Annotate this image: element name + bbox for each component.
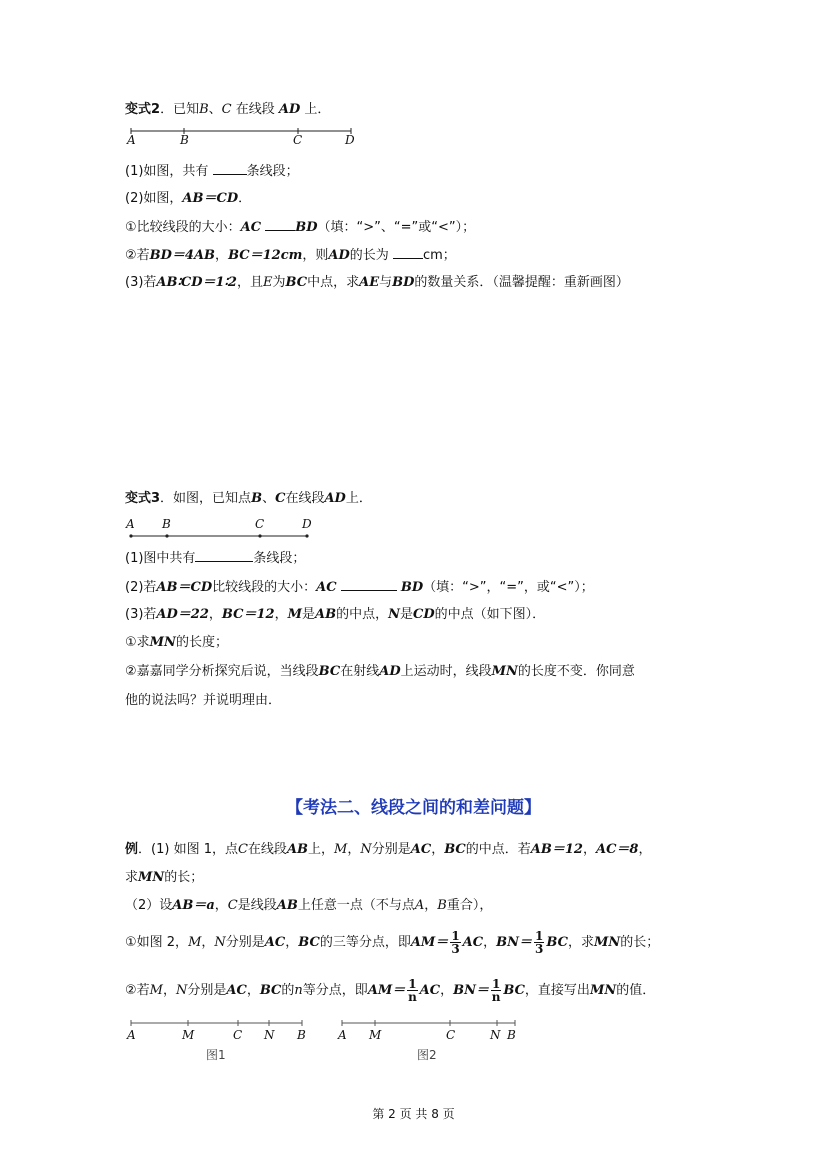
variant2-segment-figure — [131, 128, 353, 138]
answer-blank — [195, 549, 253, 562]
example-line-5: ②若M，N分别是AC，BC的n等分点，即AM＝ $\frac{1}{n}$ AC，BN＝ $\frac{1}{n}$ BC，直接写出MN的值． — [125, 977, 656, 1004]
v2-label-c: C — [293, 133, 303, 147]
figure-2-caption: 图2 — [417, 1048, 437, 1062]
v3-question-3b: ②嘉嘉同学分析探究后说，当线段BC在射线AD上运动时，线段MN的长度不变．你同意 — [125, 664, 635, 679]
v3-label-b: B — [162, 517, 171, 531]
v3-label-a: A — [126, 517, 135, 531]
fig2-label-c: C — [446, 1028, 456, 1042]
fig2-label-b: B — [507, 1028, 516, 1042]
fraction: $\frac{1}{n}$ — [491, 977, 501, 1004]
answer-blank — [265, 218, 295, 231]
v3-label-d: D — [302, 517, 312, 531]
fig1-label-m: M — [182, 1028, 195, 1042]
fig1-label-a: A — [127, 1028, 136, 1042]
fig2-label-m: M — [369, 1028, 382, 1042]
variant3-title: 变式3．如图，已知点B、C在线段AD上． — [125, 491, 372, 506]
fig1-label-n: N — [264, 1028, 275, 1042]
figure-1-caption: 图1 — [206, 1048, 226, 1062]
v3-question-3c: 他的说法吗？并说明理由． — [125, 693, 282, 708]
fraction: $\frac{1}{3}$ — [451, 929, 460, 956]
v3-question-2: (2)若AB＝CD比较线段的大小：AC BD（填：“>”，“=”，或“<”）； — [125, 580, 594, 595]
v2-question-2b: ②若BD＝4AB，BC＝12cm，则AD的长为 cm； — [125, 248, 456, 263]
answer-blank — [393, 246, 423, 259]
figure-1-segment — [131, 1019, 305, 1029]
example-line-1: 例．(1) 如图 1，点C在线段AB上，M，N分别是AC，BC的中点．若AB＝12，AC＝8， — [125, 842, 652, 857]
example-line-4: ①如图 2，M，N分别是AC，BC的三等分点，即AM＝ $\frac{1}{3}$ AC，BN＝ $\frac{1}{3}$ BC，求MN的长； — [125, 929, 660, 956]
v3-question-3a: ①求MN的长度； — [125, 635, 228, 650]
answer-blank — [341, 578, 397, 591]
example-line-3: （2）设AB＝a，C是线段AB上任意一点（不与点A，B重合）， — [125, 898, 493, 913]
fraction: $\frac{1}{n}$ — [408, 977, 417, 1004]
variant2-title: 变式2．已知B、C 在线段 AD 上． — [125, 102, 331, 117]
v2-label-d: D — [345, 133, 355, 147]
fig2-label-a: A — [338, 1028, 347, 1042]
page-footer: 第 2 页 共 8 页 — [372, 1107, 455, 1121]
fig1-label-c: C — [233, 1028, 243, 1042]
v2-question-3: (3)若AB∶CD＝1∶2，且E为BC中点，求AE与BD的数量关系．（温馨提醒：重新画图） — [125, 275, 629, 290]
section-heading: 【考法二、线段之间的和差问题】 — [286, 798, 541, 818]
v3-label-c: C — [255, 517, 265, 531]
v2-question-1: (1)如图，共有 条线段； — [125, 164, 299, 179]
v2-question-2: (2)如图，AB＝CD． — [125, 191, 252, 206]
answer-blank — [213, 162, 247, 175]
fraction: $\frac{1}{3}$ — [535, 929, 544, 956]
variant3-segment-figure — [131, 532, 311, 542]
v2-label-a: A — [127, 133, 136, 147]
fig1-label-b: B — [297, 1028, 306, 1042]
v3-question-3: (3)若AD＝22，BC＝12，M是AB的中点，N是CD的中点（如下图）． — [125, 607, 546, 622]
example-line-2: 求MN的长； — [125, 870, 204, 885]
fig2-label-n: N — [490, 1028, 501, 1042]
v2-question-2a: ①比较线段的大小：AC BD（填：“>”、“=”或“<”）； — [125, 220, 476, 235]
v3-question-1: (1)图中共有 条线段； — [125, 551, 306, 566]
v2-label-b: B — [180, 133, 189, 147]
